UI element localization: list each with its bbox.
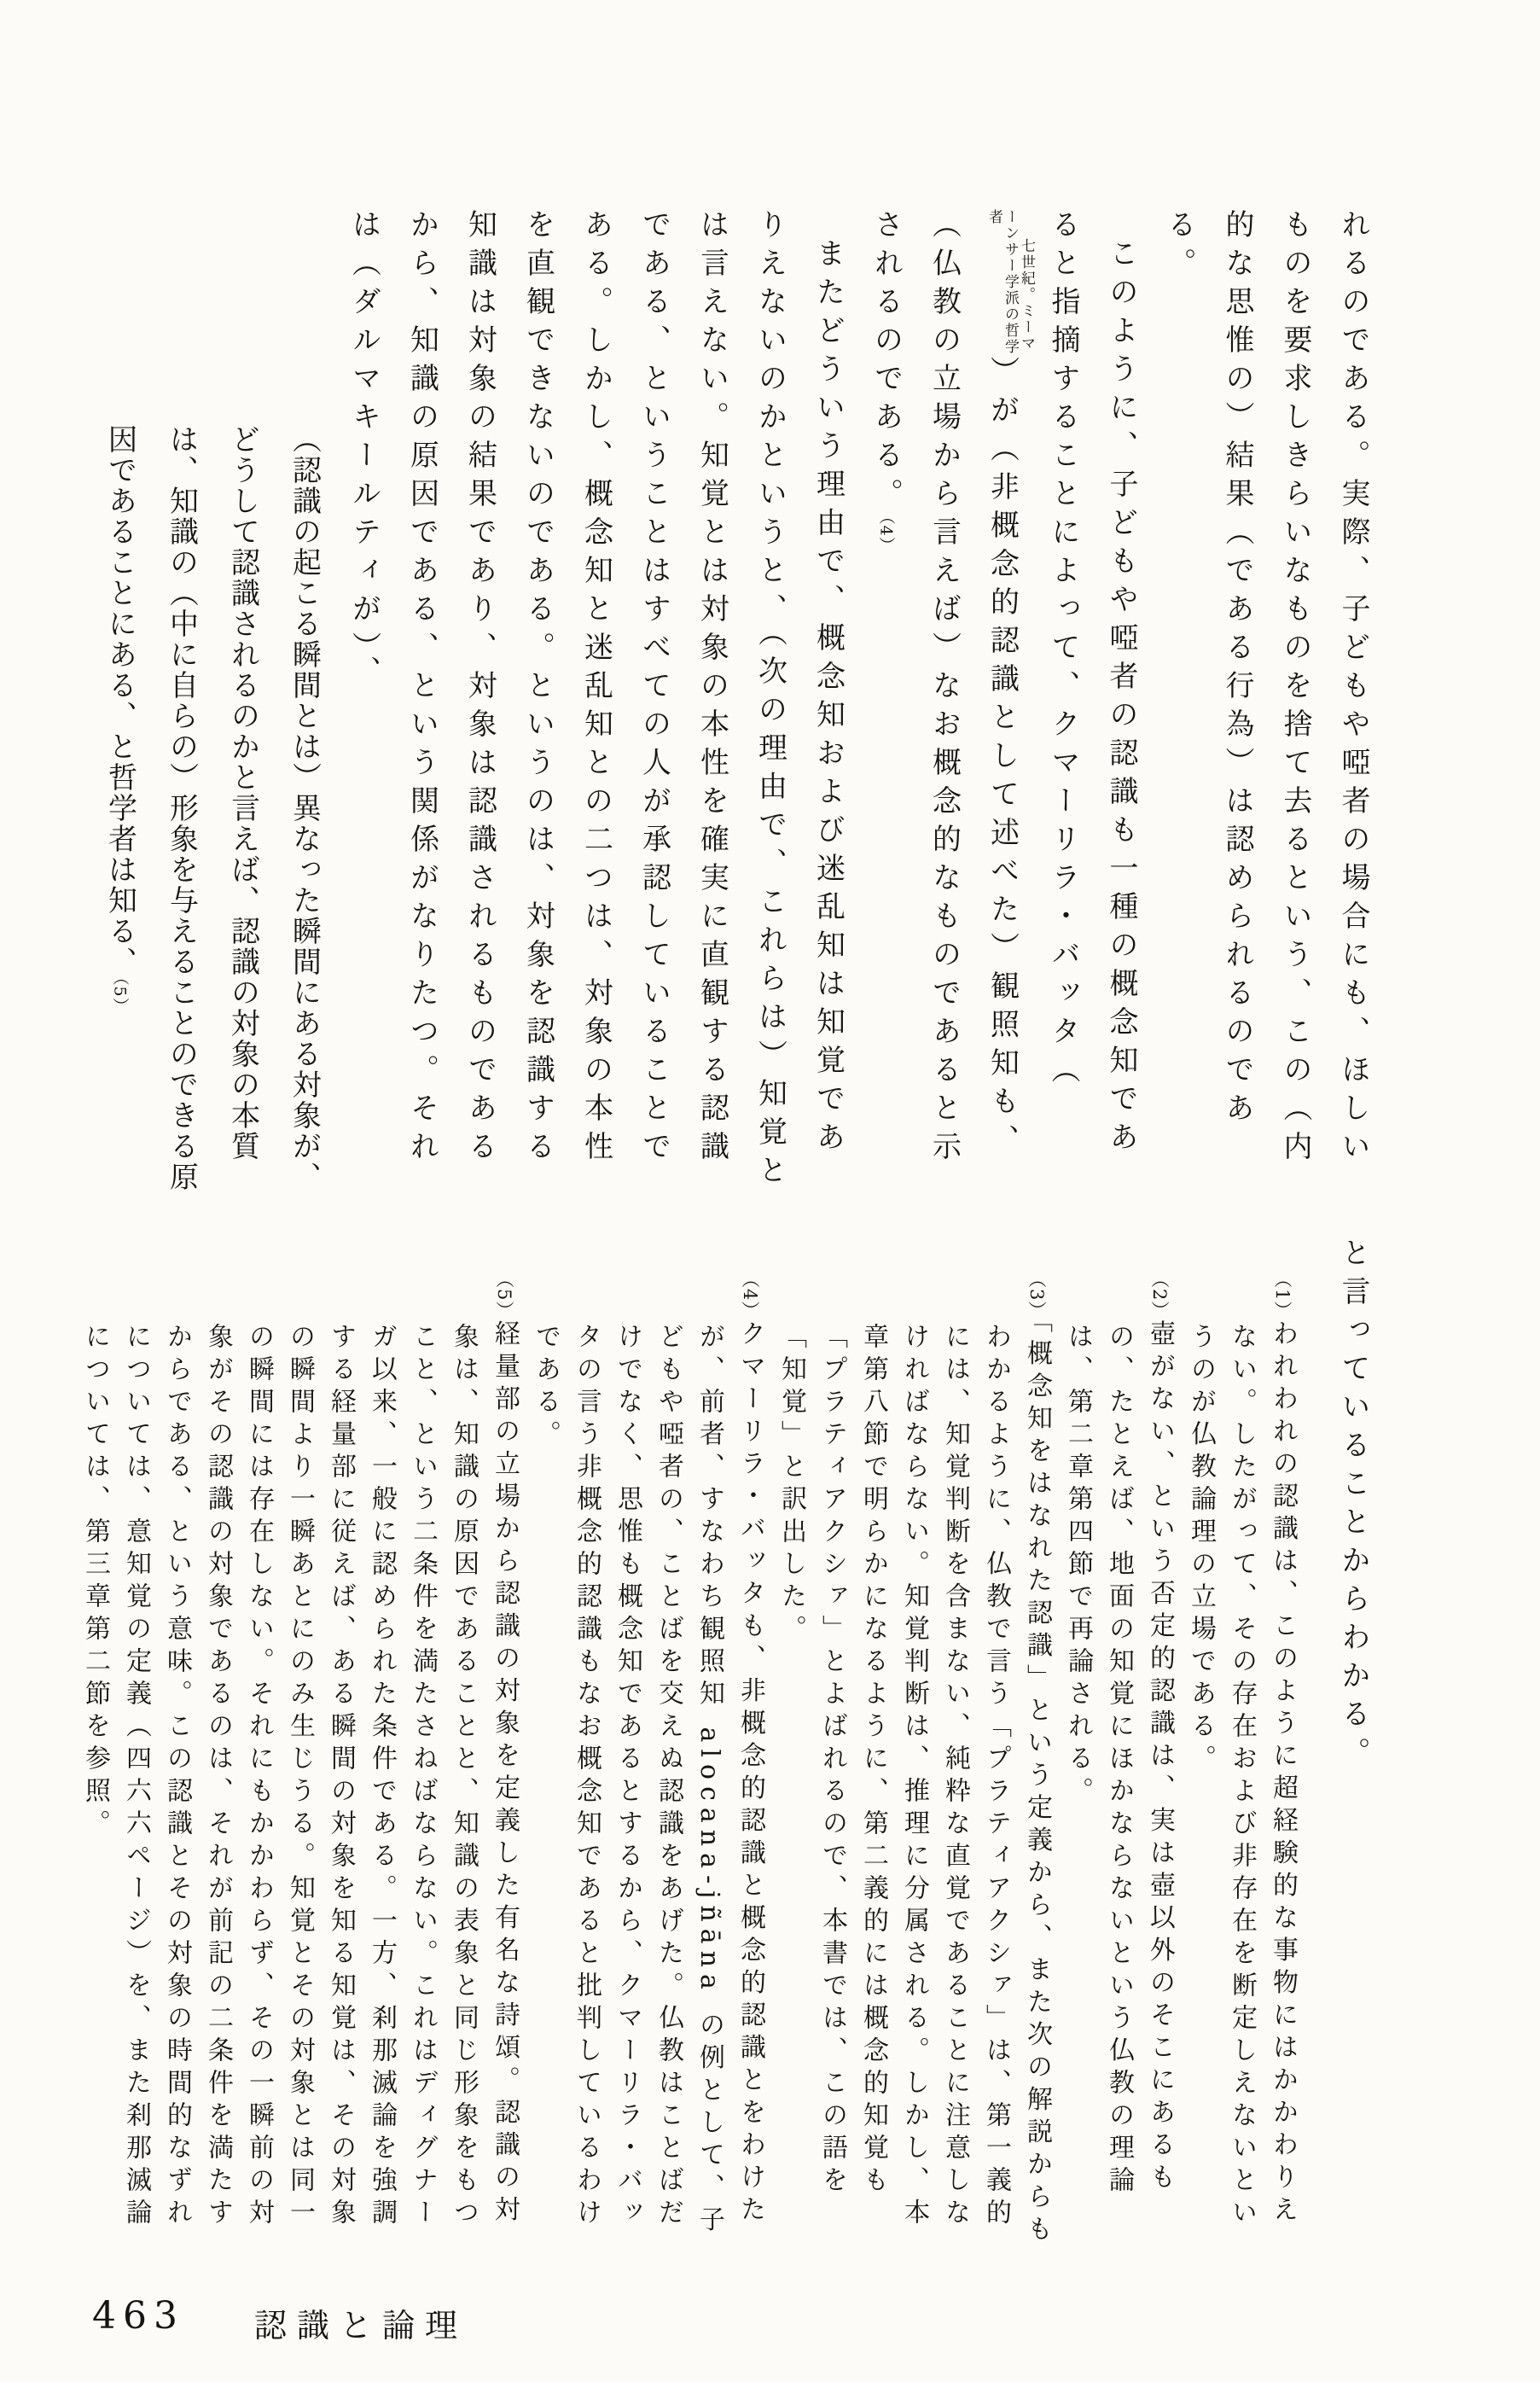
inline-gloss-warichu: 七世紀。ミーマーンサー学派の哲学者 bbox=[985, 209, 1035, 355]
footnote-5-text: 経量部の立場から認識の対象を定義した有名な詩頌。認識の対象は、知識の原因であることと、知識の表象と同じ形象をもつこと、という二条件を満たさねばならない。これはディグナーガ以来、一般に認められた条件である。一方、刹那滅論を強調する経量部に従えば、ある瞬間の対象を知る知覚は、その対象の瞬間より一瞬あとにのみ生じうる。知覚とその対象とは同一の瞬間には存在しない。それにもかかわらず、その一瞬前の対象がその認識の対象であるのは、それが前記の二条件を満たすからである、という意味。この認識とその対象の時間的なずれについては、意知覚の定義（四六六ページ）を、また刹那滅論については、第三章第二節を参照。 bbox=[80, 1319, 520, 2231]
verse-quotation bbox=[90, 209, 335, 1196]
footnote-1-marker: （1） bbox=[1272, 1270, 1293, 1320]
closing-line: と言っていることからわかる。 bbox=[1336, 1238, 1370, 1775]
footnote-4-marker: （4） bbox=[740, 1270, 760, 1320]
paragraph-2 bbox=[857, 209, 1151, 1196]
footnote-5-marker: （5） bbox=[494, 1270, 514, 1320]
footnote-4-text: クマーリラ・バッタも、非概念的認識と概念的認識とをわけたが、前者、すなわち観照知 alocana-jñāna の例として、子どもや啞者の、ことばを交えぬ認識をあげた。仏教はことばだけでなく、思惟も概念知であるとするから、クマーリラ・バッタの言う非概念的認識もなお概念知であると批判しているわけである。 bbox=[531, 1319, 765, 2239]
verse-quotation-text: （認識の起こる瞬間とは）異なった瞬間にある対象が、どうして認識されるのかと言えば、認識の対象の本質は、知識の（中に自らの）形象を与えることのできる原因であることにある、と哲学者は知る、 bbox=[102, 424, 322, 1192]
footnote-2-text: 壺がない、という否定的認識は、実は壺以外のそこにあるもの、たとえば、地面の知覚にほかならないという仏教の理論は、第二章第四節で再論される。 bbox=[1063, 1319, 1175, 2199]
footnote-ref-5: （5） bbox=[110, 977, 130, 1015]
paragraph-3-text: またどういう理由で、概念知および迷乱知は知覚でありえないのかというと、（次の理由で、これらは）知覚とは言えない。知覚とは対象の本性を確実に直観する認識である、ということはすべての人が承認していることである。しかし、概念知と迷乱知との二つは、対象の本性を直観できないのである。というのは、対象を認識する知識は対象の結果であり、対象は認識されるものであるから、知識の原因である、という関係がなりたつ。それは（ダルマキールティが）、 bbox=[346, 209, 846, 1193]
footnote-3-marker: （3） bbox=[1026, 1270, 1047, 1320]
page-number: 463 bbox=[92, 2294, 184, 2338]
paragraph-continuation bbox=[1150, 209, 1382, 1196]
footnote-3 bbox=[770, 1238, 1057, 2255]
running-title: 認識と論理 bbox=[254, 2307, 468, 2344]
footnote-2-marker: （2） bbox=[1149, 1270, 1170, 1320]
footnote-1-text: われわれの認識は、このように超経験的な事物にはかかわりえない。したがって、その存在および非存在を断定しえないというのが仏教論理の立場である。 bbox=[1186, 1319, 1298, 2231]
paragraph-1-text: れるのである。実際、子どもや啞者の場合にも、ほしいものを要求しきらいなものを捨て去るという、この（内的な思惟の）結果（である行為）は認められるのである。 bbox=[1162, 209, 1370, 1169]
footnote-5 bbox=[74, 1238, 525, 2255]
footnote-2 bbox=[1057, 1238, 1180, 2255]
footnote-ref-4: （4） bbox=[876, 516, 896, 554]
paragraph-3 bbox=[335, 209, 857, 1196]
main-text-block bbox=[90, 209, 1383, 1196]
footnote-4 bbox=[525, 1238, 770, 2255]
footnotes-block bbox=[74, 1238, 1382, 2255]
paragraph-2-text-post: ）が（非概念的認識として述べた）観照知も、（仏教の立場から言えば）なお概念的なものであると示されるのである。 bbox=[869, 209, 1020, 1169]
footnote-3-text: 「概念知をはなれた認識」という定義から、また次の解説からもわかるように、仏教で言う「プラティアクシァ」は、第一義的には、知覚判断を含まない、純粋な直覚であることに注意しなければならない。知覚判断は、推理に分属される。しかし、本章第八節で明らかになるように、第二義的には概念的知覚も「プラティアクシァ」とよばれるので、本書では、この語を「知覚」と訳出した。 bbox=[776, 1319, 1052, 2248]
paragraph-2-text-pre: このように、子どもや啞者の認識も一種の概念知であると指摘することによって、クマーリラ・バッタ（ bbox=[1046, 209, 1138, 1160]
footnote-1 bbox=[1180, 1238, 1303, 2255]
